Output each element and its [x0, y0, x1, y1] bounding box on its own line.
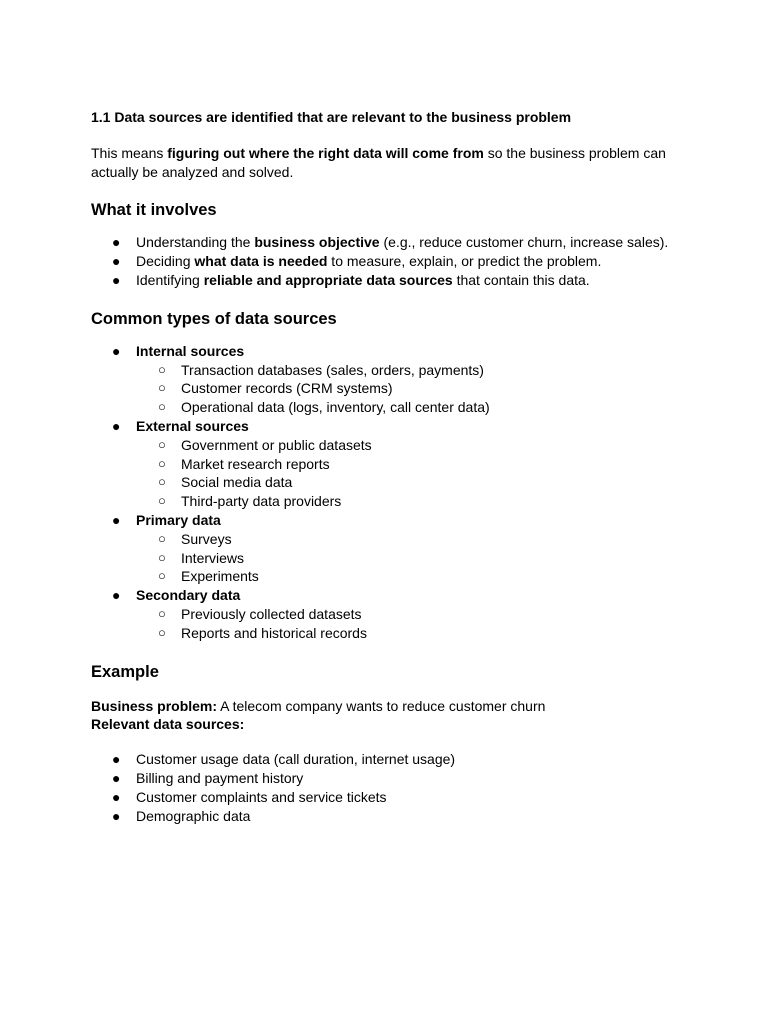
- bullet-icon: ●: [112, 769, 121, 786]
- sub-list: [136, 605, 681, 643]
- bullet-icon: ●: [112, 587, 121, 604]
- business-problem-text: A telecom company wants to reduce customer churn: [217, 697, 546, 714]
- circle-bullet-icon: ○: [158, 380, 166, 396]
- list-item: [91, 769, 681, 788]
- relevant-sources-label: Relevant data sources:: [91, 716, 245, 733]
- bullet-icon: ●: [112, 253, 121, 270]
- sub-list-item: [136, 436, 681, 455]
- sub-list-item: [136, 455, 681, 474]
- item-text: Customer usage data (call duration, internet usage): [136, 751, 456, 768]
- item-text: Demographic data: [136, 807, 251, 824]
- group-label: Primary data: [136, 511, 221, 528]
- item-emphasis: business objective: [254, 234, 380, 251]
- bullet-icon: ●: [112, 417, 121, 434]
- sub-list-item: [136, 361, 681, 380]
- sub-item-text: Previously collected datasets: [181, 605, 362, 622]
- sub-item-text: Customer records (CRM systems): [181, 380, 393, 397]
- list-item: [91, 271, 681, 290]
- list-item: [91, 252, 681, 271]
- sub-item-text: Surveys: [181, 530, 232, 547]
- sub-item-text: Interviews: [181, 549, 245, 566]
- sub-list-item: [136, 567, 681, 586]
- group-external-sources: [91, 417, 681, 511]
- heading-example: Example: [91, 662, 159, 681]
- sub-list-item: [136, 624, 681, 643]
- circle-bullet-icon: ○: [158, 549, 166, 565]
- sub-item-text: Government or public datasets: [181, 436, 372, 453]
- sub-list: [136, 530, 681, 586]
- circle-bullet-icon: ○: [158, 361, 166, 377]
- item-emphasis: reliable and appropriate data sources: [203, 271, 453, 288]
- sub-item-text: Market research reports: [181, 455, 330, 472]
- circle-bullet-icon: ○: [158, 624, 166, 640]
- bullet-icon: ●: [112, 342, 121, 359]
- sub-list-item: [136, 473, 681, 492]
- section-heading: 1.1 Data sources are identified that are relevant to the business problem: [91, 109, 572, 125]
- group-label: External sources: [136, 417, 249, 434]
- circle-bullet-icon: ○: [158, 605, 166, 621]
- sub-list-item: [136, 492, 681, 511]
- sub-list-item: [136, 530, 681, 549]
- circle-bullet-icon: ○: [158, 399, 166, 415]
- intro-emphasis: figuring out where the right data will come from: [167, 144, 484, 161]
- bullet-icon: ●: [112, 511, 121, 528]
- circle-bullet-icon: ○: [158, 436, 166, 452]
- intro-text-end: so the business problem can actually be analyzed and solved.: [91, 144, 666, 180]
- item-text-end: that contain this data.: [452, 271, 590, 288]
- group-secondary-data: [91, 586, 681, 642]
- common-types-list: [91, 342, 681, 643]
- list-item: [91, 750, 681, 769]
- circle-bullet-icon: ○: [158, 530, 166, 546]
- heading-common-types: Common types of data sources: [91, 309, 337, 328]
- item-text: Identifying: [136, 271, 204, 288]
- group-internal-sources: [91, 342, 681, 417]
- sub-list: [136, 436, 681, 511]
- circle-bullet-icon: ○: [158, 455, 166, 471]
- bullet-icon: ●: [112, 234, 121, 251]
- sub-list: [136, 361, 681, 417]
- sub-item-text: Transaction databases (sales, orders, payments): [181, 361, 484, 378]
- item-text: Understanding the: [136, 234, 255, 251]
- group-label: Secondary data: [136, 587, 241, 604]
- group-label: Internal sources: [136, 342, 245, 359]
- document-page: [91, 108, 681, 825]
- sub-list-item: [136, 605, 681, 624]
- circle-bullet-icon: ○: [158, 493, 166, 509]
- sub-item-text: Third-party data providers: [181, 493, 342, 510]
- what-it-involves-list: [91, 233, 681, 289]
- bullet-icon: ●: [112, 751, 121, 768]
- sub-list-item: [136, 549, 681, 568]
- sub-list-item: [136, 379, 681, 398]
- list-item: [91, 788, 681, 807]
- intro-text: This means: [91, 144, 168, 161]
- circle-bullet-icon: ○: [158, 474, 166, 490]
- example-block: [91, 697, 681, 735]
- sub-item-text: Operational data (logs, inventory, call center data): [181, 399, 490, 416]
- item-text: Customer complaints and service tickets: [136, 788, 387, 805]
- sub-item-text: Reports and historical records: [181, 624, 367, 641]
- business-problem-line: [91, 697, 681, 716]
- list-item: [91, 807, 681, 826]
- bullet-icon: ●: [112, 271, 121, 288]
- intro-paragraph: [91, 144, 681, 182]
- example-sources-list: [91, 750, 681, 825]
- bullet-icon: ●: [112, 788, 121, 805]
- item-text-end: to measure, explain, or predict the problem.: [327, 253, 602, 270]
- bullet-icon: ●: [112, 807, 121, 824]
- list-item: [91, 233, 681, 252]
- sub-item-text: Experiments: [181, 568, 259, 585]
- item-text-end: (e.g., reduce customer churn, increase sales).: [379, 234, 669, 251]
- item-text: Billing and payment history: [136, 769, 304, 786]
- item-text: Deciding: [136, 253, 195, 270]
- item-emphasis: what data is needed: [194, 253, 328, 270]
- sub-list-item: [136, 398, 681, 417]
- heading-what-it-involves: What it involves: [91, 201, 217, 220]
- business-problem-label: Business problem:: [91, 697, 218, 714]
- group-primary-data: [91, 511, 681, 586]
- sub-item-text: Social media data: [181, 474, 293, 491]
- circle-bullet-icon: ○: [158, 568, 166, 584]
- relevant-sources-line: [91, 715, 681, 734]
